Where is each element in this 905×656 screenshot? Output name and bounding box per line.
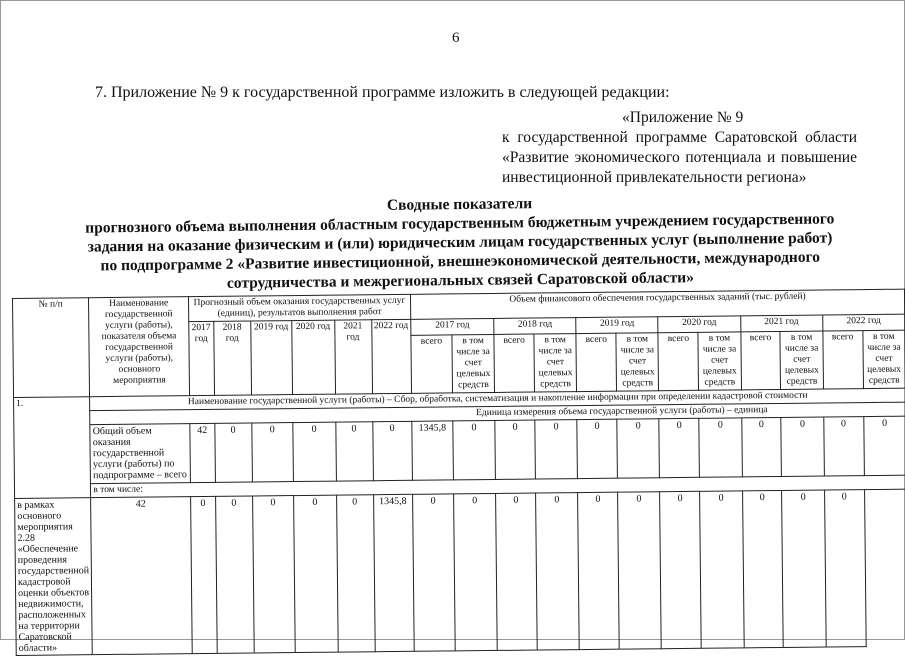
value-cell: 0	[699, 418, 742, 477]
forecast-year: 2022 год	[371, 319, 411, 393]
value-cell: 0	[700, 491, 744, 648]
col-total: всего	[658, 332, 699, 390]
value-cell: 0	[577, 419, 618, 478]
col-target-funds: в том числе за счет целевых средств	[698, 332, 741, 390]
service-name: Наименование государственной услуги (работы) – Сбор, обработка, систематизация и накопление информации при определении кадастровой стоимости	[90, 388, 905, 411]
col-target-funds: в том числе за счет целевых средств	[862, 330, 905, 388]
value-cell: 0	[293, 422, 336, 481]
forecast-year: 2018 год	[213, 321, 251, 395]
value-cell: 0	[191, 496, 217, 653]
value-cell: 0	[215, 423, 253, 482]
value-cell: 0	[660, 491, 702, 648]
row-number: 1.	[14, 397, 91, 499]
header-name: Наименование государственной услуги (работы), показателя объема государственной услуги (работы), основного мероприятия	[89, 297, 190, 397]
value-cell: 0	[495, 420, 536, 479]
value-cell: 0	[372, 421, 412, 480]
col-total: всего	[823, 331, 864, 389]
included-label: в том числе:	[91, 475, 905, 498]
value-cell: 0	[578, 492, 620, 649]
value-cell: 0	[863, 416, 905, 475]
value-cell: 1345,8	[373, 494, 414, 651]
col-total: всего	[576, 333, 617, 391]
header-forecast: Прогнозный объем оказания государственных услуг (единиц), результатов выполнения работ	[188, 294, 410, 321]
value-cell: 0	[781, 417, 824, 476]
value-cell: 0	[336, 495, 375, 652]
unit-row: Единица измерения объема государственной услуги (работы) – единица	[90, 402, 905, 425]
col-target-funds: в том числе за счет целевых средств	[534, 334, 577, 392]
heading-line: задания на оказание физическим и (или) юридическим лицам государственных услуг (выполнение работ)	[87, 229, 833, 256]
heading-line: по подпрограмме 2 «Развитие инвестиционной, внешнеэкономической деятельности, международного	[100, 248, 821, 275]
finance-year: 2021 год	[740, 315, 822, 332]
forecast-year: 2020 год	[292, 320, 335, 394]
finance-year: 2022 год	[822, 314, 904, 331]
value-cell: 0	[335, 422, 373, 481]
heading-line: Сводные показатели	[386, 195, 533, 214]
value-cell: 0	[413, 494, 456, 651]
col-total: всего	[494, 334, 535, 392]
value-cell: 42	[91, 497, 192, 655]
value-cell: 0	[293, 495, 337, 652]
header-num: № п/п	[13, 298, 90, 398]
appendix-title: «Приложение № 9	[622, 109, 744, 126]
col-target-funds: в том числе за счет целевых средств	[452, 334, 495, 392]
value-cell: 0	[496, 493, 538, 650]
value-cell: 0	[536, 493, 580, 650]
value-cell: 0	[741, 417, 782, 476]
row-label: в рамках основного мероприятия 2.28 «Обеспечение проведения государственной кадастровой оценки объектов недвижимости, расположенных на территории Саратовской области»	[15, 498, 93, 656]
value-cell: 0	[742, 490, 784, 647]
row-label: Общий объем оказания государственной услуги (работы) по подпрограмме – всего	[90, 424, 190, 484]
finance-year: 2019 год	[576, 317, 658, 334]
col-target-funds: в том числе за счет целевых средств	[780, 331, 823, 389]
value-cell: 0	[659, 418, 700, 477]
col-target-funds: в том числе за счет целевых средств	[616, 333, 659, 391]
document-heading	[59, 190, 860, 295]
value-cell: 0	[454, 493, 498, 650]
appendix-text: к государственной программе Саратовской области «Развитие экономического потенциала и повышение инвестиционной привлекательности региона»	[502, 129, 857, 186]
col-total: всего	[740, 331, 781, 389]
forecast-year: 2019 год	[251, 321, 293, 395]
header-finance: Объем финансового обеспечения государственных заданий (тыс. рублей)	[410, 289, 904, 319]
finance-year: 2018 год	[494, 318, 576, 335]
value-cell: 0	[453, 420, 496, 479]
value-cell: 0	[824, 490, 866, 647]
value-cell: 0	[535, 420, 578, 479]
heading-line: сотрудничества и межрегиональных связей Саратовской области»	[226, 269, 695, 292]
value-cell: 0	[252, 423, 294, 482]
heading-line: прогнозного объема выполнения областным государственным бюджетным учреждением государственного	[85, 210, 835, 237]
value-cell: 0	[823, 417, 864, 476]
col-total: всего	[411, 335, 453, 393]
indicators-table	[12, 289, 905, 656]
value-cell: 0	[252, 496, 295, 653]
value-cell: 1345,8	[412, 421, 454, 480]
intro-text: 7. Приложение № 9 к государственной программе изложить в следующей редакции:	[95, 84, 670, 101]
value-cell: 0	[618, 492, 662, 649]
value-cell: 0	[215, 496, 254, 653]
indicators-table-wrap	[12, 289, 905, 656]
value-cell: 42	[190, 423, 215, 482]
value-cell: 0	[617, 419, 660, 478]
forecast-year: 2021 год	[334, 320, 372, 394]
finance-year: 2017 год	[411, 318, 494, 335]
page-number: 6	[452, 30, 460, 46]
appendix-note	[502, 108, 857, 188]
finance-year: 2020 год	[658, 316, 740, 333]
forecast-year: 2017 год	[189, 321, 215, 395]
value-cell: 0	[782, 490, 826, 647]
